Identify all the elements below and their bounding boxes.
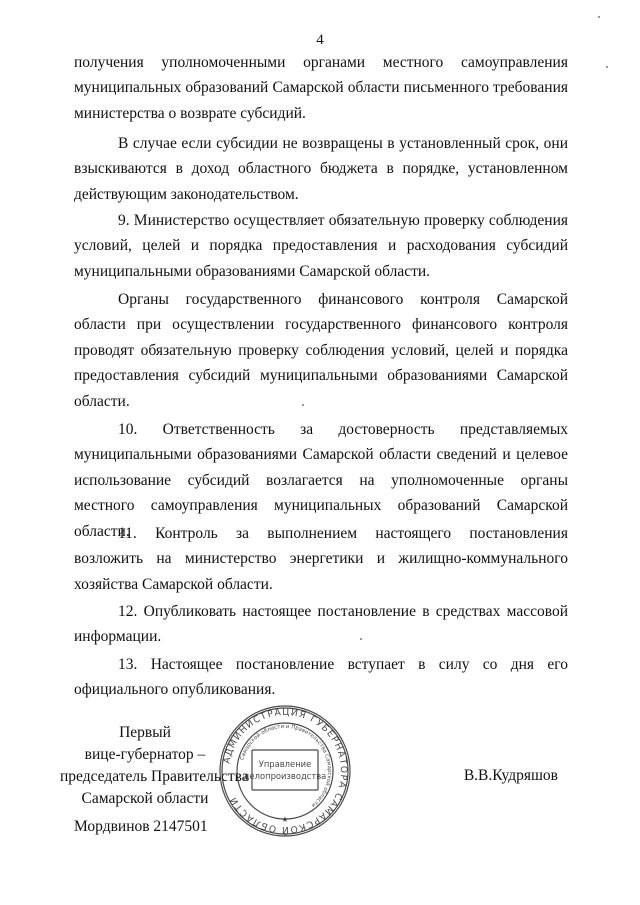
seal-graphic bbox=[218, 704, 352, 838]
signatory-title-line: Самарской области bbox=[81, 790, 209, 807]
paragraph-item-9: 9. Министерство осуществляет обязательную проверку соблюдения условий, целей и порядка предоставления и расходования субсидий муниципальными образованиями Самарской области. bbox=[74, 212, 568, 280]
paragraph-refund: В случае если субсидии не возвращены в установленный срок, они взыскиваются в доход областного бюджета в порядке, установленном действующим законодательством. bbox=[74, 135, 568, 203]
seal-center-line: Управление bbox=[258, 759, 312, 769]
seal-star-icon: ★ bbox=[281, 815, 289, 824]
paragraph-item-11: 11. Контроль за выполнением настоящего постановления возложить на министерство энергетики и жилищно-коммунального хозяйства Самарской области. bbox=[74, 525, 568, 593]
paragraph-item-12: 12. Опубликовать настоящее постановление в средствах массовой информации. bbox=[74, 603, 568, 646]
scan-speck bbox=[606, 66, 608, 68]
official-seal-stamp bbox=[218, 704, 352, 838]
author-line: Мордвинов 2147501 bbox=[74, 818, 208, 835]
page-number: 4 bbox=[316, 32, 324, 48]
scan-speck bbox=[302, 404, 304, 406]
seal-outer-text: АДМИНИСТРАЦИЯ ГУБЕРНАТОРА САМАРСКОЙ ОБЛАСТИ bbox=[221, 706, 350, 836]
signatory-name: В.В.Кудряшов bbox=[463, 767, 558, 784]
seal-inner-text: Самарской области и Правительства Самарской области bbox=[239, 723, 333, 809]
paragraph-financial-control: Органы государственного финансового контроля Самарской области при осуществлении государственного финансового контроля проводят обязательную проверку соблюдения условий, целей и порядка предоставления субсидий муниципальными образованиями Самарской области. bbox=[74, 291, 568, 410]
paragraph-item-13: 13. Настоящее постановление вступает в силу со дня его официального опубликования. bbox=[74, 656, 568, 699]
signatory-title-line: Первый bbox=[119, 724, 171, 741]
paragraph-continuation: получения уполномоченными органами местного самоуправления муниципальных образований Самарской области письменного требования министерства о возврате субсидий. bbox=[74, 54, 568, 122]
scan-speck bbox=[360, 638, 362, 640]
signatory-title-line: вице-губернатор – bbox=[84, 746, 206, 763]
signatory-title-line: председатель Правительства bbox=[60, 768, 249, 785]
scan-speck bbox=[598, 16, 600, 18]
seal-center-line: делопроизводства bbox=[243, 771, 327, 781]
paragraph-item-10: 10. Ответственность за достоверность представляемых муниципальными образованиями Самарской области сведений и целевое использование субсидий возлагается на уполномоченные органы местного самоуправления муниципальных образований Самарской области. bbox=[74, 421, 568, 540]
signatory-title bbox=[60, 722, 249, 810]
